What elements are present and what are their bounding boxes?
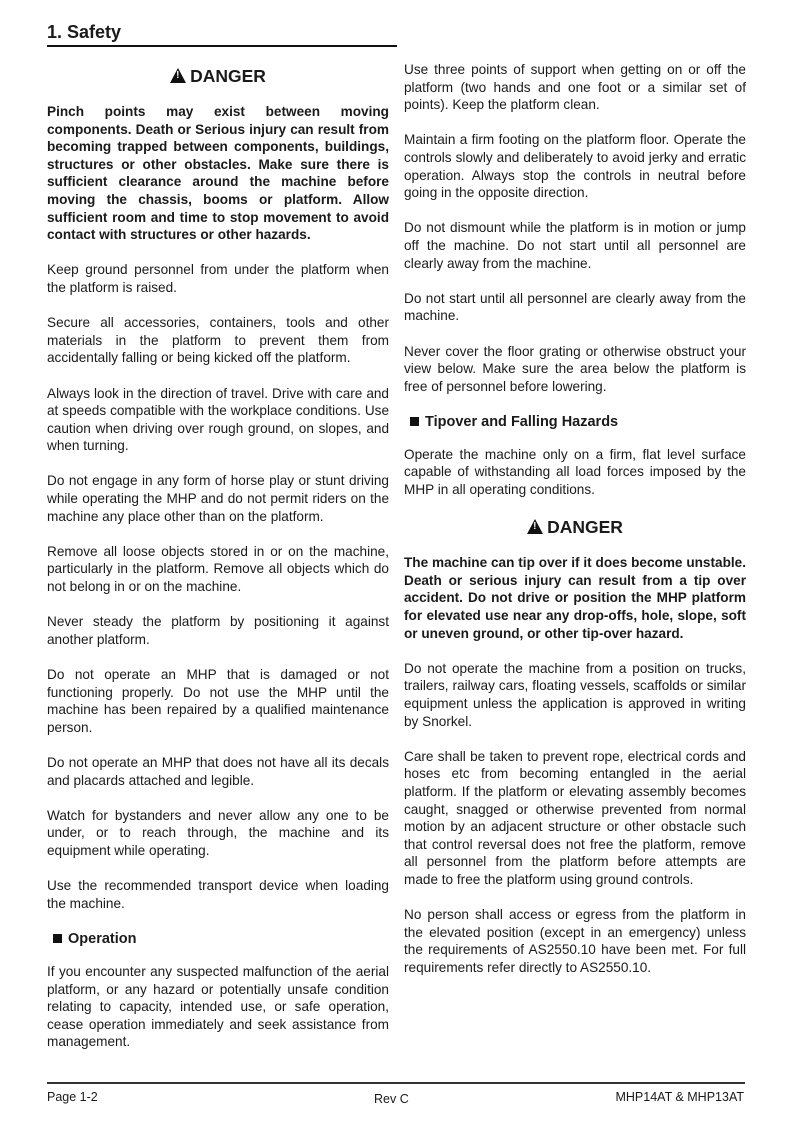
revision: Rev C bbox=[374, 1092, 409, 1106]
paragraph: Do not start until all personnel are clearly away from the machine. bbox=[404, 290, 746, 324]
footer-divider bbox=[47, 1082, 745, 1084]
paragraph: Watch for bystanders and never allow any one to be under, or to reach through, the machine and its equipment while operating. bbox=[47, 807, 389, 858]
paragraph: Care shall be taken to prevent rope, electrical cords and hoses etc from becoming entangled in the aerial platform. If the platform or elevating assembly becomes caught, snagged or otherwise prevented from normal motion by an adjacent structure or other obstacle such that control reversal does not free the platform, remove all personnel from the platform before attempts are made to free the platform using ground controls. bbox=[404, 748, 746, 887]
paragraph: No person shall access or egress from the platform in the elevated position (except in an emergency) unless the requirements of AS2550.10 have been met. For full requirements refer directly to AS2550.10. bbox=[404, 907, 746, 975]
paragraph: Do not dismount while the platform is in motion or jump off the machine. Do not start until all personnel are clearly away from the machine. bbox=[404, 220, 746, 271]
paragraph: Maintain a firm footing on the platform floor. Operate the controls slowly and deliberately to avoid jerky and erratic operation. Always stop the controls in neutral before going in the opposite direction. bbox=[404, 132, 746, 201]
paragraph: Operate the machine only on a firm, flat level surface capable of withstanding all load forces imposed by the MHP in all operating conditions. bbox=[404, 446, 746, 498]
paragraph: If you encounter any suspected malfunction of the aerial platform, or any hazard or potentially unsafe condition relating to capacity, intended use, or safe operation, cease operation immediately and seek assistance from management. bbox=[47, 963, 389, 1050]
paragraph: Always look in the direction of travel. Drive with care and at speeds compatible with the workplace conditions. Use caution when driving over rough ground, on slopes, and when turning. bbox=[47, 385, 389, 454]
tipover-heading-label: Tipover and Falling Hazards bbox=[425, 413, 619, 430]
page-number: Page 1-2 bbox=[47, 1090, 98, 1104]
title-divider bbox=[47, 45, 397, 47]
bullet-square-icon bbox=[53, 934, 62, 943]
bullet-square-icon bbox=[410, 417, 419, 426]
paragraph: Use three points of support when getting on or off the platform (two hands and one foot or a similar set of points). Keep the platform clean. bbox=[404, 62, 746, 113]
paragraph: Do not operate the machine from a position on trucks, trailers, railway cars, floating vessels, scaffolds or similar equipment unless the application is approved in writing by Snorkel. bbox=[404, 660, 746, 729]
model-name: MHP14AT & MHP13AT bbox=[615, 1090, 744, 1104]
danger-label: DANGER bbox=[190, 66, 266, 86]
danger-text: The machine can tip over if it does become unstable. Death or serious injury can result from a tip over accident. Do not drive or position the MHP platform for elevated use near any drop-offs, hole, slope, soft or uneven ground, or other tip-over hazard. bbox=[404, 555, 746, 641]
operation-heading-label: Operation bbox=[68, 930, 137, 947]
paragraph: Never steady the platform by positioning it against another platform. bbox=[47, 614, 389, 647]
paragraph: Do not operate an MHP that does not have all its decals and placards attached and legible. bbox=[47, 754, 389, 788]
page-title: 1. Safety bbox=[47, 22, 122, 42]
paragraph: Keep ground personnel from under the platform when the platform is raised. bbox=[47, 262, 389, 295]
paragraph: Use the recommended transport device when loading the machine. bbox=[47, 878, 389, 911]
left-column bbox=[47, 62, 389, 1068]
tipover-heading bbox=[404, 413, 746, 431]
warning-triangle-icon bbox=[527, 519, 543, 534]
warning-triangle-icon bbox=[170, 68, 186, 83]
danger-heading bbox=[404, 516, 746, 538]
danger-label: DANGER bbox=[547, 517, 623, 538]
paragraph: Do not operate an MHP that is damaged or not functioning properly. Do not use the MHP until the machine has been repaired by a qualified maintenance person. bbox=[47, 667, 389, 735]
danger-heading bbox=[47, 65, 389, 87]
paragraph: Secure all accessories, containers, tools and other materials in the platform to prevent them from accidentally falling or being kicked off the platform. bbox=[47, 315, 389, 366]
danger-text: Pinch points may exist between moving components. Death or Serious injury can result from becoming trapped between components, buildings, structures or other obstacles. Make sure there is sufficient clearance around the machine before moving the chassis, booms or platform. Allow sufficient room and time to stop movement to avoid contact with structures or other hazards. bbox=[47, 104, 389, 243]
right-column bbox=[404, 61, 746, 994]
operation-heading bbox=[47, 930, 389, 948]
paragraph: Never cover the floor grating or otherwise obstruct your view below. Make sure the area below the platform is free of personnel before lowering. bbox=[404, 343, 746, 394]
paragraph: Remove all loose objects stored in or on the machine, particularly in the platform. Remove all objects which do not belong in or on the machine. bbox=[47, 543, 389, 595]
paragraph: Do not engage in any form of horse play or stunt driving while operating the MHP and do not permit riders on the machine any place other than on the platform. bbox=[47, 473, 389, 524]
